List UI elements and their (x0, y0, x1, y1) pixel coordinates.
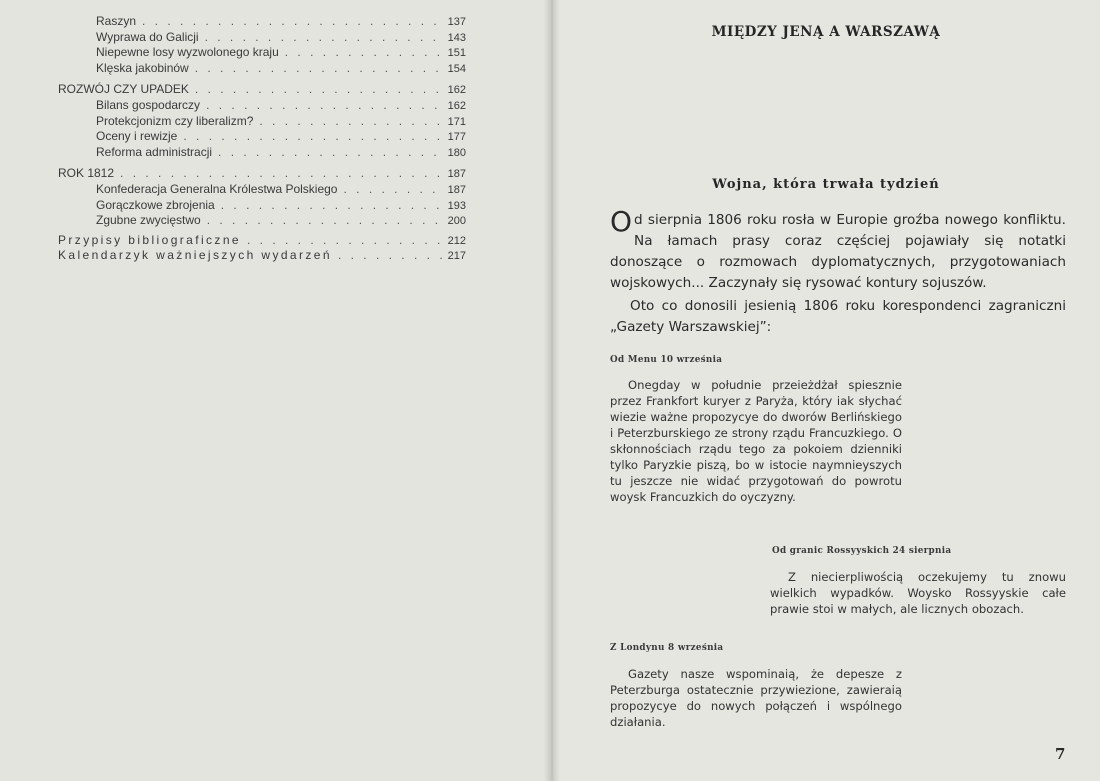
quote-london (610, 666, 902, 730)
toc-entry-title: Wyprawa do Galicji (96, 29, 199, 44)
toc-dot-leader (212, 145, 442, 161)
toc-dot-leader (200, 98, 442, 114)
toc-entry-page: 217 (447, 250, 466, 263)
toc-entry (58, 30, 466, 46)
toc-entry (58, 166, 466, 182)
toc-dot-leader (177, 129, 442, 145)
toc-entry-title: Niepewne losy wyzwolonego kraju (96, 45, 279, 60)
quote-menu-text: Onegday w południe przeieżdżał spiesznie przez Frankfort kuryer z Paryża, który iak słychać wiezie ważne propozycye do dworów Berlińskiego i Peterzburskiego ze strony rządu Francuzkiego. O skłonnościach rządu tego za pokoiem dzienniki tylko Paryzkie piszą, bo w istocie naymnieyszych tu jeszcze nie widać przygotowań do powrotu woysk Francuzkich do oyczyzny. (610, 378, 902, 504)
drop-cap: O (610, 205, 633, 238)
body-text (610, 205, 1066, 338)
toc-entry-page: 200 (447, 215, 466, 228)
toc-entry-title: ROZWÓJ CZY UPADEK (58, 82, 189, 97)
toc-entry-title: Konfederacja Generalna Królestwa Polskiego (96, 181, 338, 196)
toc-entry (58, 129, 466, 145)
toc-dot-leader (201, 213, 442, 229)
toc-dot-leader (189, 82, 442, 98)
toc-entry-page: 187 (447, 183, 466, 196)
paragraph-1-text: d sierpnia 1806 roku rosła w Europie groźba nowego konfliktu. Na łamach prasy coraz częściej pojawiały się notatki donoszące o rozmowach dyplomatycznych, przygotowaniach wojskowych... Zaczynały się rysować kontury sojuszów. (610, 212, 1066, 291)
toc-entry-title: Bilans gospodarczy (96, 97, 201, 112)
toc-entry (58, 248, 466, 264)
toc-dot-leader (279, 45, 442, 61)
toc-dot-leader (136, 14, 442, 30)
toc-dot-leader (215, 198, 442, 214)
toc-entry (58, 14, 466, 30)
toc-entry (58, 82, 466, 98)
toc-dot-leader (189, 61, 442, 77)
toc-entry-page: 137 (447, 16, 466, 28)
book-gutter (544, 0, 560, 781)
toc-entry-title: Reforma administracji (96, 144, 213, 159)
toc-entry-title: Gorączkowe zbrojenia (96, 197, 215, 212)
toc-entry (58, 98, 466, 114)
toc-entry-page: 171 (447, 115, 466, 128)
toc-dot-leader (114, 166, 442, 182)
dateline-menu: Od Menu 10 września (610, 355, 723, 365)
toc-dot-leader (253, 114, 442, 130)
quote-menu (610, 377, 902, 505)
toc-entry-page: 177 (447, 131, 466, 144)
section-title: Wojna, która trwała tydzień (712, 177, 940, 192)
toc-entry (58, 145, 466, 161)
toc-entry-page: 162 (447, 84, 466, 97)
toc-entry-title: Oceny i rewizje (96, 129, 178, 144)
quote-london-text: Gazety nasze wspominaią, że depesze z Peterzburga ostatecznie przywiezione, zawieraią propozycye do nowych połączeń i wspólnego działania. (610, 667, 902, 729)
toc-entry-title: Raszyn (96, 14, 137, 28)
toc-entry-page: 162 (447, 99, 466, 112)
toc-entry (58, 198, 466, 214)
paragraph-2: Oto co donosili jesienią 1806 roku korespondenci zagraniczni „Gazety Warszawskiej”: (610, 298, 1066, 335)
toc-entry-page: 212 (447, 234, 466, 247)
table-of-contents (58, 14, 466, 264)
toc-entry-page: 154 (447, 62, 466, 75)
toc-entry (58, 45, 466, 61)
toc-dot-leader (241, 233, 442, 249)
chapter-title: MIĘDZY JENĄ A WARSZAWĄ (711, 24, 941, 40)
dateline-russia: Od granic Rossyyskich 24 sierpnia (772, 546, 952, 556)
toc-entry (58, 213, 466, 229)
toc-dot-leader (332, 248, 442, 264)
toc-dot-leader (199, 30, 442, 46)
toc-entry (58, 182, 466, 198)
toc-entry (58, 114, 466, 130)
toc-entry-title: Kalendarzyk ważniejszych wydarzeń (58, 248, 332, 263)
toc-entry-title: Zgubne zwycięstwo (96, 213, 201, 228)
quote-russia (770, 569, 1066, 617)
toc-entry (58, 61, 466, 77)
toc-entry-title: Protekcjonizm czy liberalizm? (96, 113, 254, 128)
toc-entry-page: 151 (447, 47, 466, 60)
toc-entry (58, 233, 466, 249)
toc-entry-title: ROK 1812 (58, 166, 115, 181)
quote-russia-text: Z niecierpliwością oczekujemy tu znowu wielkich wypadków. Woysko Rossyyskie całe prawie stoi w małych, ale licznych obozach. (770, 570, 1066, 616)
dateline-london: Z Londynu 8 września (610, 643, 724, 653)
page-number: 7 (1055, 745, 1066, 763)
toc-entry-page: 143 (447, 31, 466, 44)
toc-entry-page: 180 (447, 146, 466, 159)
toc-entry-title: Przypisy bibliograficzne (58, 232, 241, 247)
paragraph-1 (610, 205, 1066, 294)
toc-entry-page: 193 (447, 199, 466, 212)
toc-dot-leader (337, 182, 442, 198)
toc-entry-page: 187 (447, 168, 466, 181)
toc-entry-title: Klęska jakobinów (96, 60, 189, 75)
